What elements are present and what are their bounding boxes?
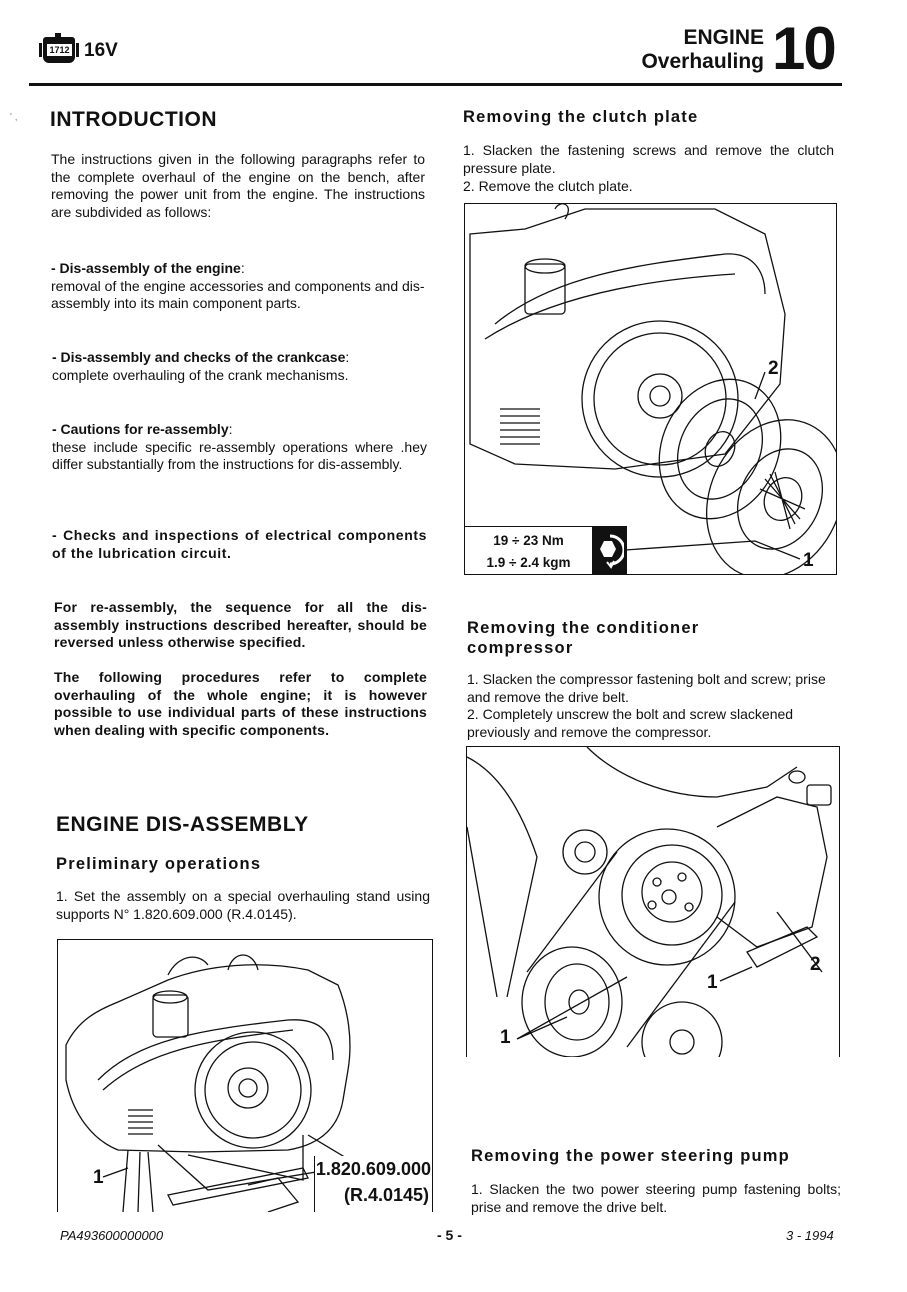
compressor-step-1: 1. Slacken the compressor fastening bolt and screw; prise and remove the drive belt.	[467, 671, 826, 705]
document-code: PA493600000000	[60, 1228, 164, 1243]
preliminary-operations-heading: Preliminary operations	[56, 855, 262, 873]
item-colon: :	[345, 349, 350, 365]
preliminary-step-1: 1. Set the assembly on a special overhauling stand using supports N° 1.820.609.000 (R.4.0145).	[56, 888, 430, 922]
heading-line-1: Removing the conditioner	[467, 619, 700, 637]
engine-logo-right-bracket	[76, 43, 79, 57]
page-number: - 5 -	[437, 1227, 462, 1243]
section-subtitle: Overhauling	[641, 50, 764, 73]
clutch-plate-heading: Removing the clutch plate	[463, 108, 699, 126]
engine-on-stand-figure	[57, 939, 433, 1212]
scan-speck: ' ,	[10, 112, 18, 123]
compressor-step-2: 2. Completely unscrew the bolt and screw slackened previously and remove the compressor.	[467, 706, 794, 740]
tool-ref: (R.4.0145)	[343, 1185, 429, 1205]
clutch-step-2: 2. Remove the clutch plate.	[463, 178, 633, 194]
item-title: - Cautions for re-assembly	[52, 421, 229, 437]
compressor-figure	[466, 746, 840, 1057]
engine-disassembly-heading: ENGINE DIS-ASSEMBLY	[56, 813, 309, 836]
torque-kgm: 1.9 ÷ 2.4 kgm	[486, 555, 571, 570]
clutch-illustration	[465, 204, 836, 574]
item-body: complete overhauling of the crank mechanisms.	[52, 366, 349, 383]
engine-logo-icon	[43, 37, 75, 63]
compressor-illustration	[467, 747, 839, 1057]
torque-spec-box	[464, 526, 627, 575]
intro-item-electrical-checks: - Checks and inspections of electrical components of the lubrication circuit.	[52, 527, 427, 561]
procedures-note: The following procedures refer to complete overhauling of the whole engine; it is however possible to use individual parts of these instructions when dealing with specific components.	[54, 669, 427, 738]
tool-code: 1.820.609.000	[315, 1159, 431, 1179]
section-number: 10	[772, 15, 835, 82]
section-title-block	[641, 26, 764, 74]
engine-variant: 16V	[84, 40, 118, 61]
tool-code-label	[314, 1156, 433, 1212]
item-colon: :	[240, 260, 245, 276]
torque-wrench-icon	[592, 527, 626, 574]
introduction-heading: INTRODUCTION	[50, 108, 217, 131]
item-body: removal of the engine accessories and components and dis- assembly into its main component parts.	[51, 277, 425, 311]
reassembly-note: For re-assembly, the sequence for all the dis-assembly instructions described hereafter, should be reversed unless otherwise specified.	[54, 599, 427, 650]
torque-nm: 19 ÷ 23 Nm	[493, 533, 564, 548]
header-divider	[29, 83, 842, 86]
intro-paragraph: The instructions given in the following paragraphs refer to the complete overhaul of the engine on the bench, after removing the power unit from the engine. The instructions are subdivided as follows:	[51, 151, 425, 220]
engine-logo-code: 1712	[46, 43, 73, 57]
intro-item-engine-disassembly	[51, 260, 426, 313]
engine-logo-left-bracket	[39, 43, 42, 57]
clutch-step-1: 1. Slacken the fastening screws and remove the clutch pressure plate.	[463, 142, 834, 176]
figure-callout-2: 2	[768, 358, 779, 379]
intro-item-cautions	[52, 421, 427, 474]
figure-callout-1-bolt: 1	[707, 972, 718, 993]
clutch-figure	[464, 203, 837, 575]
heading-line-2: compressor	[467, 639, 574, 657]
item-colon: :	[228, 421, 233, 437]
figure-callout-1-belt: 1	[500, 1027, 511, 1048]
conditioner-compressor-heading	[467, 618, 699, 658]
torque-values	[465, 527, 592, 574]
section-title: ENGINE	[683, 26, 764, 49]
item-title: - Dis-assembly of the engine	[51, 260, 241, 276]
item-body: these include specific re-assembly operations where .hey differ substantially from the instructions for dis-assembly.	[52, 438, 427, 472]
power-steering-step-1: 1. Slacken the two power steering pump fastening bolts; prise and remove the drive belt.	[471, 1181, 841, 1215]
figure-callout-2: 2	[810, 954, 821, 975]
figure-callout-1: 1	[93, 1167, 104, 1188]
power-steering-pump-heading: Removing the power steering pump	[471, 1147, 790, 1165]
intro-item-crankcase	[52, 349, 427, 384]
figure-callout-1: 1	[803, 550, 814, 571]
publication-date: 3 - 1994	[786, 1228, 834, 1243]
item-title: - Dis-assembly and checks of the crankcase	[52, 349, 346, 365]
